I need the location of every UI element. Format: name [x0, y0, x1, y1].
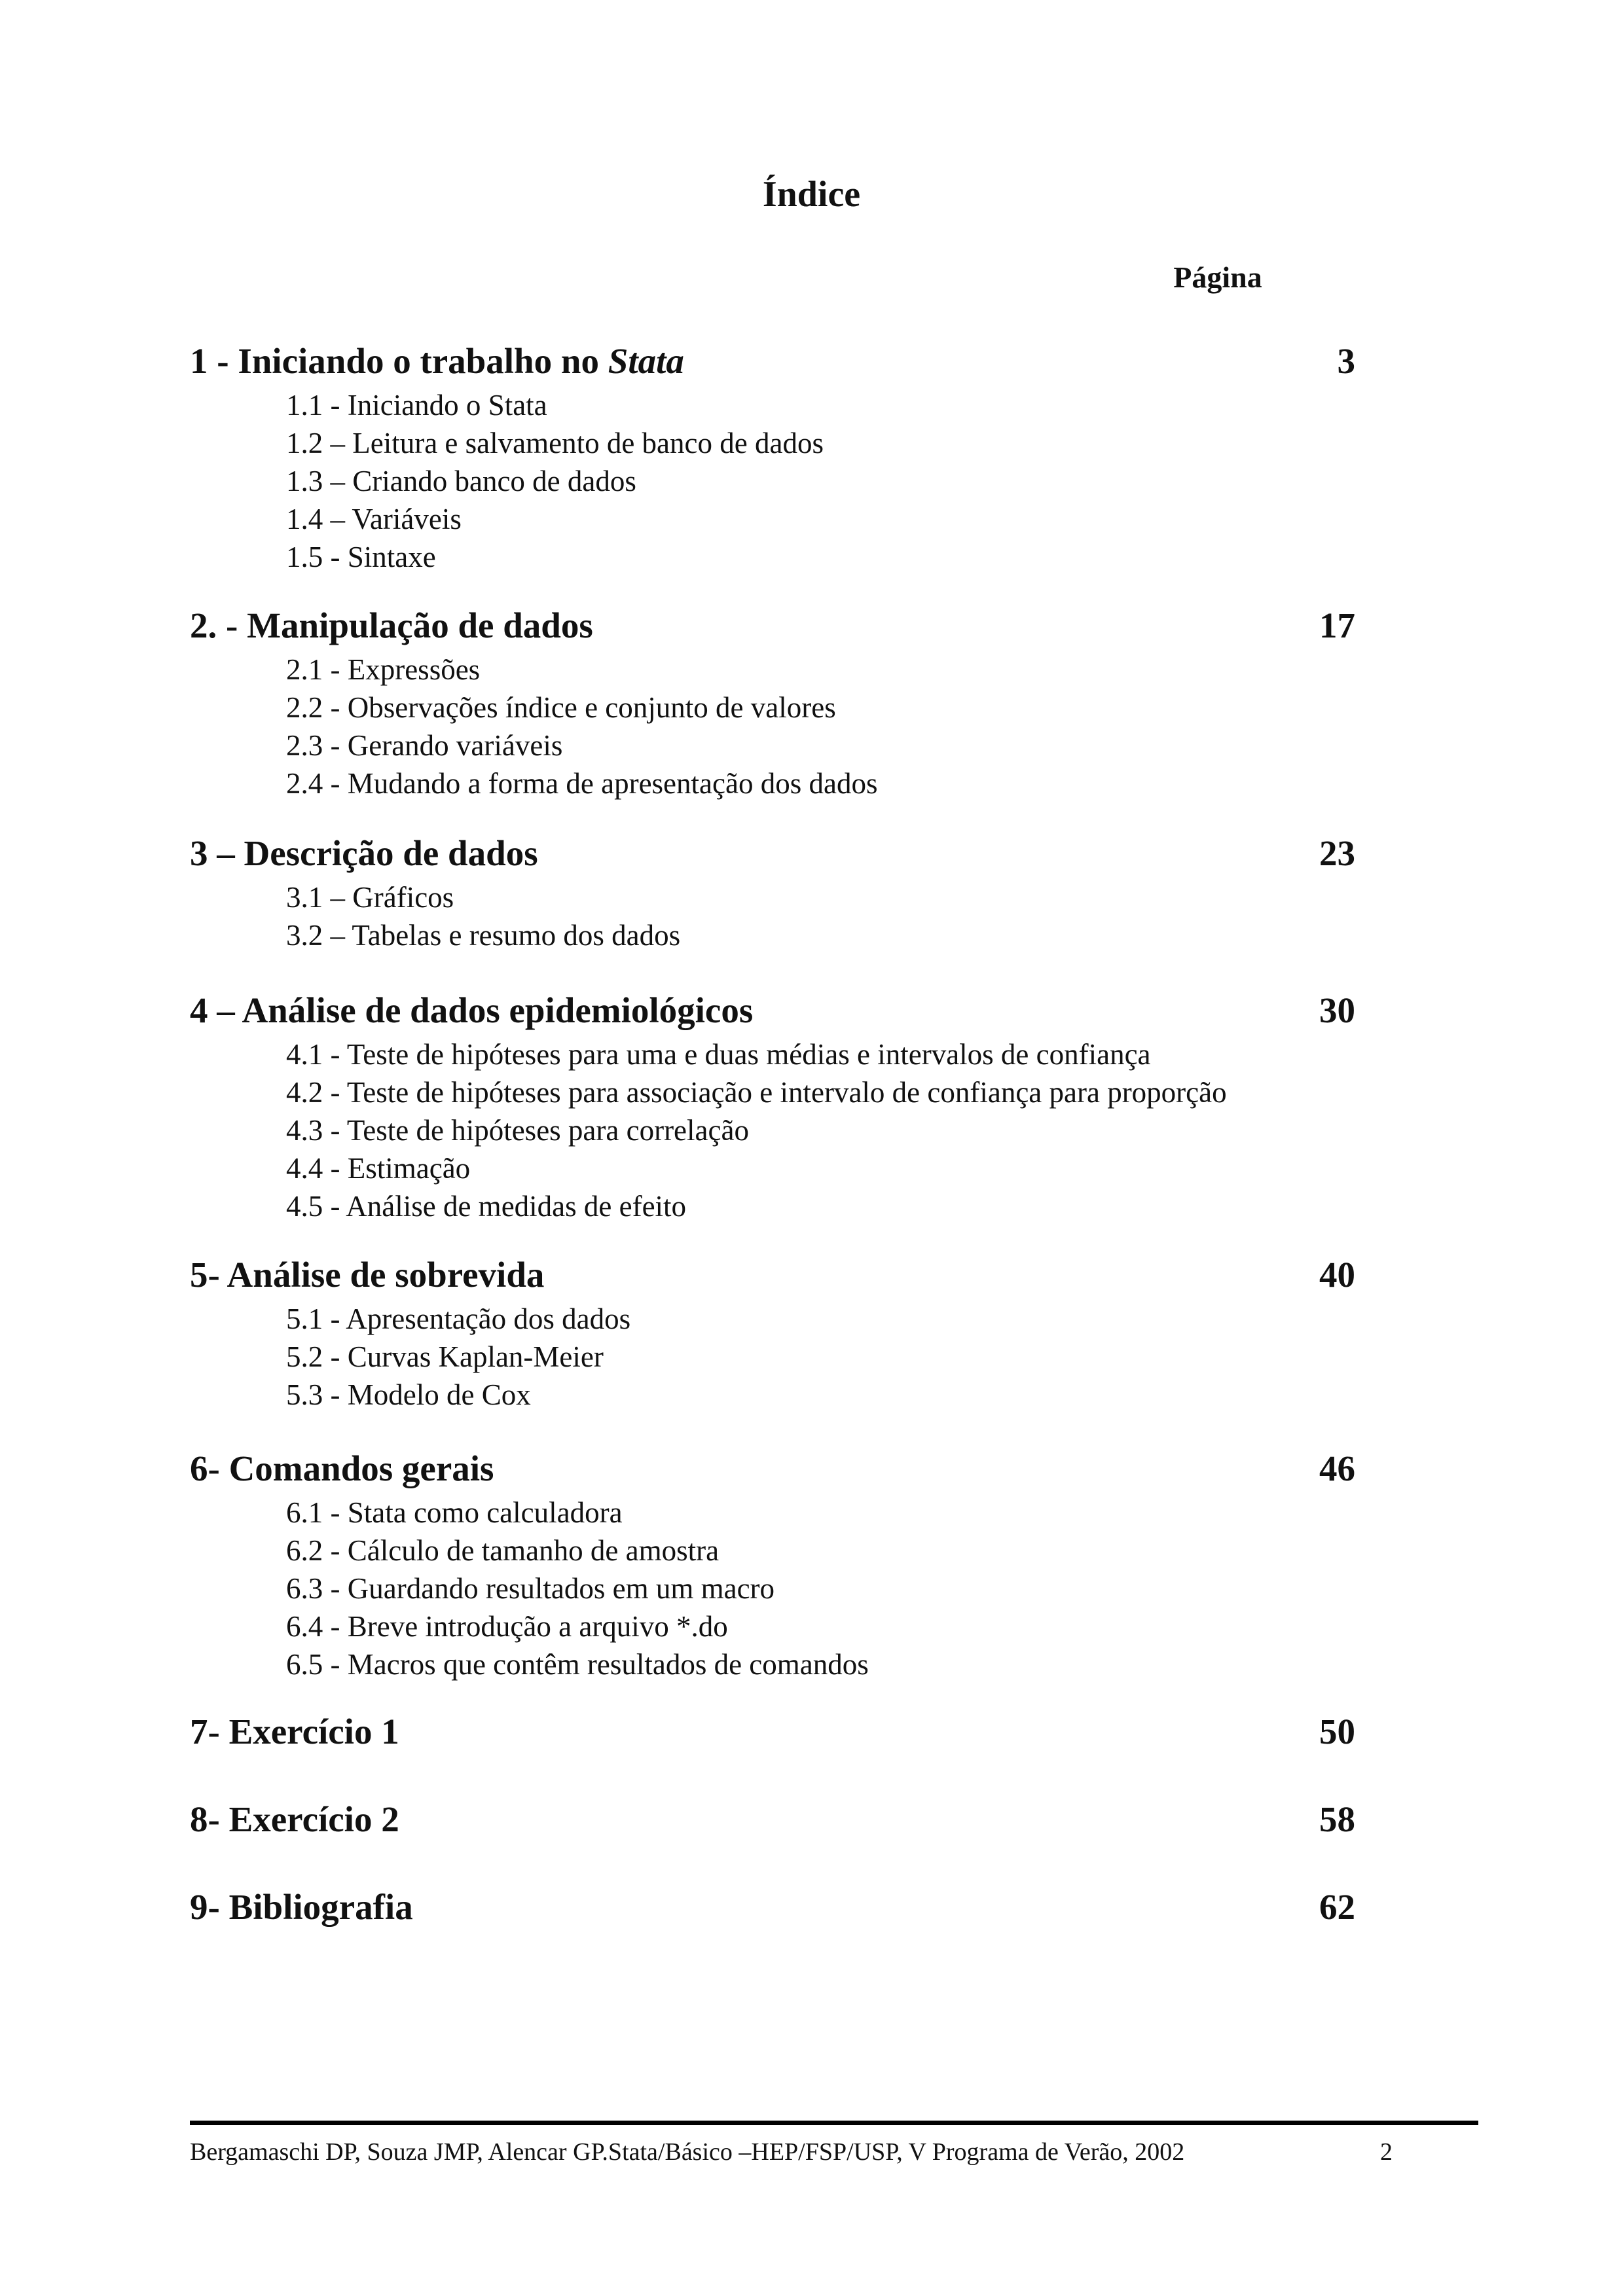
toc-subsection[interactable]: 6.2 - Cálculo de tamanho de amostra	[286, 1534, 720, 1567]
toc-subsection[interactable]: 2.1 - Expressões	[286, 653, 481, 686]
toc-section-title[interactable]: 8- Exercício 2	[190, 1799, 399, 1839]
toc-subsection[interactable]: 4.5 - Análise de medidas de efeito	[286, 1190, 687, 1223]
toc-section-page: 62	[1319, 1887, 1355, 1927]
toc-section-2	[190, 601, 1355, 802]
toc-subsection[interactable]: 3.1 – Gráficos	[286, 881, 454, 914]
toc-subsection[interactable]: 5.3 - Modelo de Cox	[286, 1378, 531, 1411]
toc-section-page: 17	[1319, 605, 1355, 645]
toc-section-heading	[190, 1795, 1355, 1844]
toc-section-heading	[190, 1882, 1355, 1932]
toc-section-7	[190, 1707, 1355, 1757]
toc-section-page: 3	[1337, 341, 1355, 381]
toc-section-title[interactable]: 5- Análise de sobrevida	[190, 1255, 545, 1295]
toc-subsection[interactable]: 1.1 - Iniciando o Stata	[286, 389, 547, 422]
toc-subsection[interactable]: 6.1 - Stata como calculadora	[286, 1496, 623, 1529]
toc-subsection[interactable]: 6.5 - Macros que contêm resultados de comandos	[286, 1648, 869, 1681]
toc-subsection[interactable]: 2.4 - Mudando a forma de apresentação dos dados	[286, 767, 878, 800]
toc-section-8	[190, 1795, 1355, 1844]
toc-section-title[interactable]: 3 – Descrição de dados	[190, 833, 538, 873]
toc-section-title[interactable]: 2. - Manipulação de dados	[190, 605, 593, 645]
toc-section-title[interactable]: 6- Comandos gerais	[190, 1448, 494, 1488]
toc-section-page: 23	[1319, 833, 1355, 873]
toc-subsection[interactable]: 2.3 - Gerando variáveis	[286, 729, 563, 762]
toc-section-page: 58	[1319, 1799, 1355, 1839]
toc-section-3	[190, 829, 1355, 954]
toc-subsection[interactable]: 2.2 - Observações índice e conjunto de valores	[286, 691, 836, 724]
toc-subsection[interactable]: 3.2 – Tabelas e resumo dos dados	[286, 919, 681, 952]
toc-section-title-italic: Stata	[608, 341, 684, 381]
toc-subsection[interactable]: 1.5 - Sintaxe	[286, 541, 436, 573]
toc-subsection-list	[190, 1300, 1355, 1414]
toc-section-page: 40	[1319, 1255, 1355, 1295]
toc-subsection[interactable]: 4.3 - Teste de hipóteses para correlação	[286, 1114, 749, 1147]
page-column-label: Página	[1173, 260, 1262, 294]
toc-section-heading	[190, 829, 1355, 878]
toc-section-page: 50	[1319, 1712, 1355, 1751]
footer-divider	[190, 2121, 1478, 2125]
toc-subsection-list	[190, 1035, 1355, 1225]
toc-subsection[interactable]: 5.2 - Curvas Kaplan-Meier	[286, 1340, 604, 1373]
toc-subsection-list	[190, 651, 1355, 802]
toc-subsection[interactable]: 4.4 - Estimação	[286, 1152, 471, 1185]
toc-section-9	[190, 1882, 1355, 1932]
toc-section-title[interactable]: 9- Bibliografia	[190, 1887, 413, 1927]
page-title: Índice	[762, 174, 861, 215]
toc-section-title[interactable]: 7- Exercício 1	[190, 1712, 399, 1751]
toc-section-heading	[190, 336, 1355, 386]
toc-subsection[interactable]: 1.3 – Criando banco de dados	[286, 465, 636, 497]
toc-section-4	[190, 986, 1355, 1225]
toc-section-1	[190, 336, 1355, 576]
toc-section-heading	[190, 1707, 1355, 1757]
toc-subsection[interactable]: 1.4 – Variáveis	[286, 503, 462, 535]
toc-subsection[interactable]: 1.2 – Leitura e salvamento de banco de dados	[286, 427, 824, 459]
toc-subsection[interactable]: 6.3 - Guardando resultados em um macro	[286, 1572, 775, 1605]
toc-section-heading	[190, 1250, 1355, 1300]
toc-section-heading	[190, 601, 1355, 651]
toc-subsection-list	[190, 1494, 1355, 1683]
toc-section-6	[190, 1444, 1355, 1683]
toc-subsection-list	[190, 386, 1355, 576]
toc-section-title-text: 1 - Iniciando o trabalho no	[190, 341, 608, 381]
footer-citation: Bergamaschi DP, Souza JMP, Alencar GP.Stata/Básico –HEP/FSP/USP, V Programa de Verão, 2002	[190, 2138, 1185, 2166]
toc-subsection[interactable]: 4.2 - Teste de hipóteses para associação e intervalo de confiança para proporção	[286, 1076, 1227, 1109]
toc-section-page: 30	[1319, 990, 1355, 1030]
toc-subsection[interactable]: 4.1 - Teste de hipóteses para uma e duas médias e intervalos de confiança	[286, 1038, 1151, 1071]
toc-section-page: 46	[1319, 1448, 1355, 1488]
toc-section-title[interactable]	[190, 336, 684, 386]
toc-subsection[interactable]: 6.4 - Breve introdução a arquivo *.do	[286, 1610, 728, 1643]
footer-page-number: 2	[1380, 2138, 1393, 2166]
toc-section-heading	[190, 1444, 1355, 1494]
toc-section-heading	[190, 986, 1355, 1035]
toc-section-title[interactable]: 4 – Análise de dados epidemiológicos	[190, 990, 754, 1030]
toc-subsection-list	[190, 878, 1355, 954]
toc-subsection[interactable]: 5.1 - Apresentação dos dados	[286, 1302, 631, 1335]
toc-section-5	[190, 1250, 1355, 1414]
